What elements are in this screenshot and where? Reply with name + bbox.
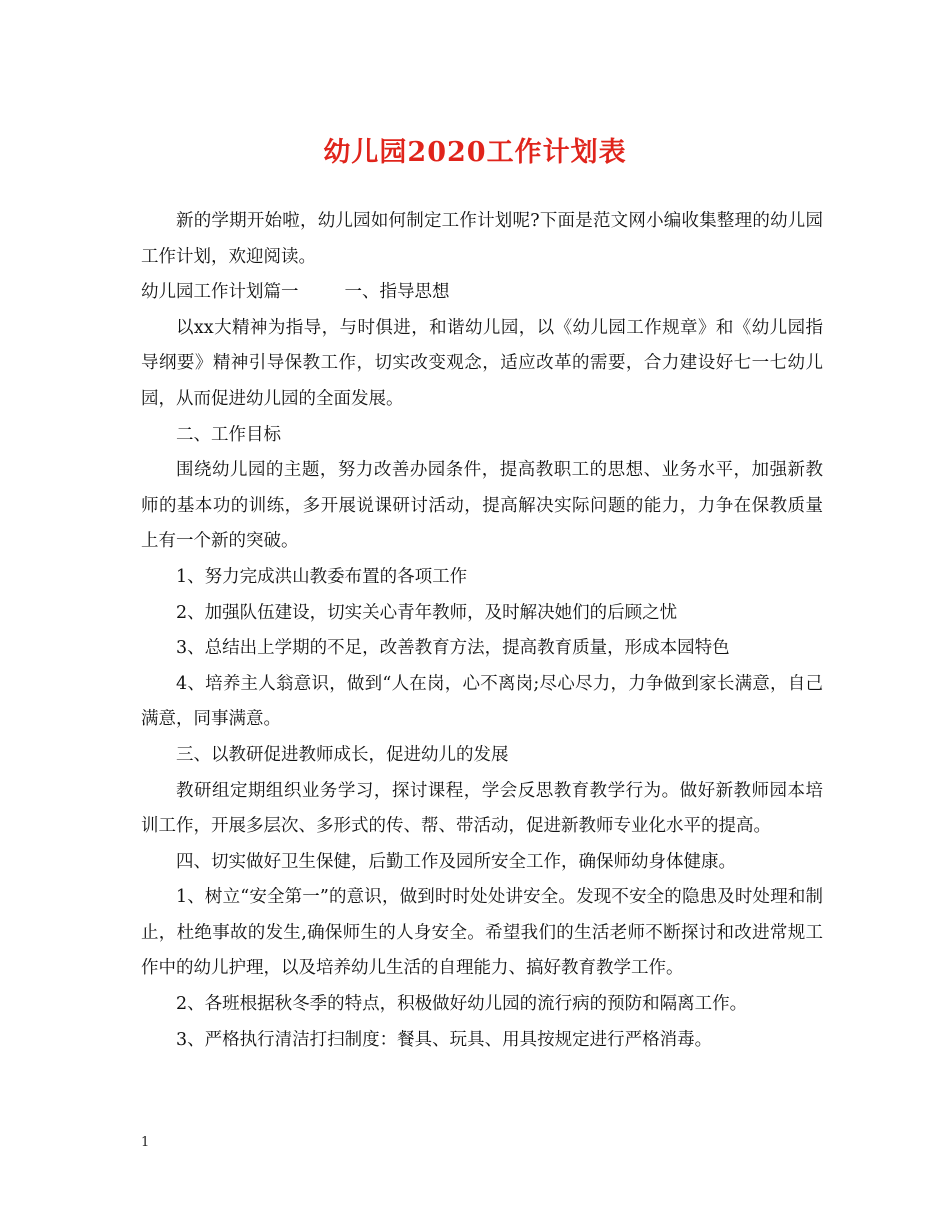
section-heading-line bbox=[141, 275, 823, 311]
goal-item-2: 2、加强队伍建设，切实关心青年教师，及时解决她们的后顾之忧 bbox=[176, 602, 678, 623]
intro-paragraph: 新的学期开始啦，幼儿园如何制定工作计划呢?下面是范文网小编收集整理的幼儿园工作计划，欢迎阅读。 bbox=[141, 211, 823, 267]
document-body bbox=[141, 204, 823, 1058]
heading-guiding-ideology: 一、指导思想 bbox=[344, 282, 450, 303]
section-label: 幼儿园工作计划篇一 bbox=[141, 282, 299, 303]
heading-work-goals: 二、工作目标 bbox=[176, 424, 281, 445]
document-title: 幼儿园2020工作计划表 bbox=[323, 137, 627, 168]
goal-item-1: 1、努力完成洪山教委布置的各项工作 bbox=[176, 566, 468, 587]
paragraph-work-goals: 围绕幼儿园的主题，努力改善办园条件，提高教职工的思想、业务水平，加强新教师的基本功的训练，多开展说课研讨活动，提高解决实际问题的能力，力争在保教质量上有一个新的突破。 bbox=[141, 460, 823, 552]
safety-item-1: 1、树立“安全第一”的意识，做到时时处处讲安全。发现不安全的隐患及时处理和制止，杜绝事故的发生,确保师生的人身安全。希望我们的生活老师不断探讨和改进常规工作中的幼儿护理，以及培养幼儿生活的自理能力、搞好教育教学工作。 bbox=[141, 887, 823, 979]
safety-item-3: 3、严格执行清洁打扫制度：餐具、玩具、用具按规定进行严格消毒。 bbox=[176, 1029, 713, 1050]
heading-teaching-research: 三、以教研促进教师成长，促进幼儿的发展 bbox=[176, 744, 509, 765]
goal-item-3: 3、总结出上学期的不足，改善教育方法，提高教育质量，形成本园特色 bbox=[176, 638, 730, 659]
goal-item-4: 4、培养主人翁意识，做到“人在岗，心不离岗;尽心尽力，力争做到家长满意，自己满意，同事满意。 bbox=[141, 673, 823, 730]
paragraph-guiding-ideology: 以xx大精神为指导，与时俱进，和谐幼儿园，以《幼儿园工作规章》和《幼儿园指导纲要》精神引导保教工作，切实改变观念，适应改革的需要，合力建设好七一七幼儿园，从而促进幼儿园的全面发展。 bbox=[141, 317, 823, 409]
paragraph-teaching-research: 教研组定期组织业务学习，探讨课程，学会反思教育教学行为。做好新教师园本培训工作，开展多层次、多形式的传、帮、带活动，促进新教师专业化水平的提高。 bbox=[141, 780, 823, 837]
page-number: 1 bbox=[141, 1135, 150, 1150]
safety-item-2: 2、各班根据秋冬季的特点，积极做好幼儿园的流行病的预防和隔离工作。 bbox=[176, 994, 748, 1015]
heading-health-safety: 四、切实做好卫生保健，后勤工作及园所安全工作，确保师幼身体健康。 bbox=[176, 851, 736, 872]
